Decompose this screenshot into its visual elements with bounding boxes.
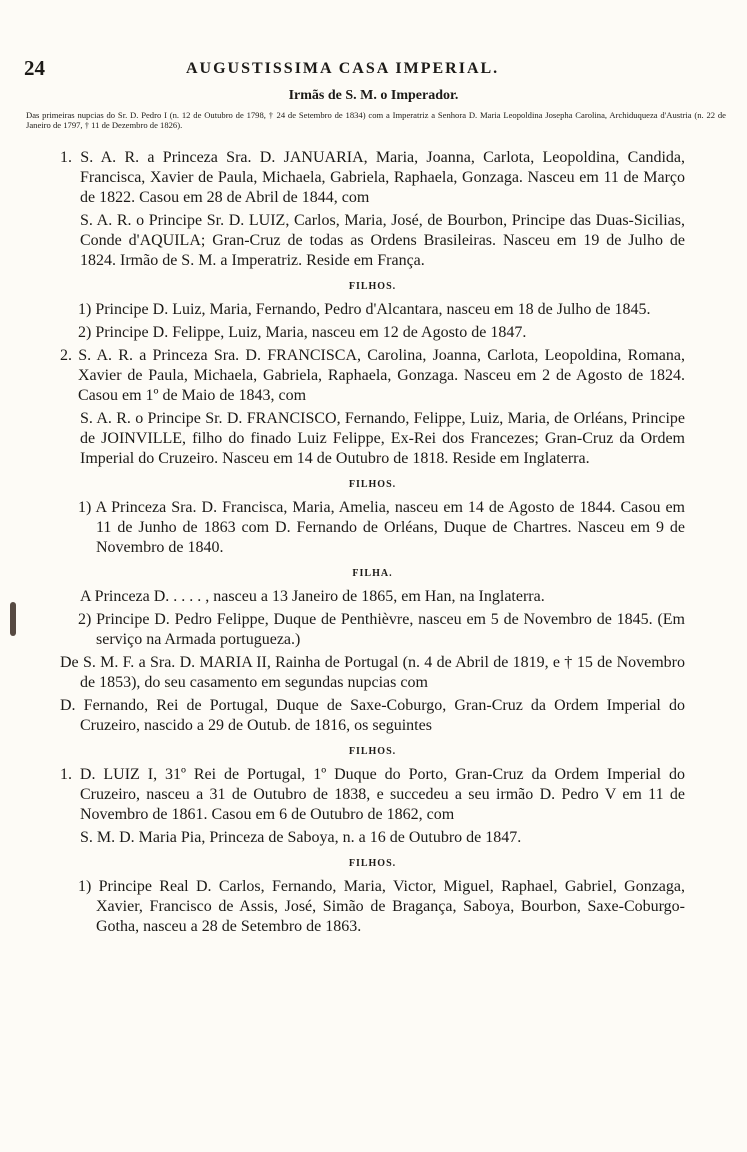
- entry-luiz-i: 1. D. LUIZ I, 31º Rei de Portugal, 1º Duque do Porto, Gran-Cruz da Ordem Imperial do Cruzeiro, nasceu a 31 de Outubro de 1838, e succedeu a seu irmão D. Pedro V em 11 de Novembro de 1861. Casou em 6 de Outubro de 1862, com: [60, 766, 685, 823]
- genealogy-note: Das primeiras nupcias do Sr. D. Pedro I (n. 12 de Outubro de 1798, † 24 de Setembro de 1834) com a Imperatriz a Senhora D. Maria Leopoldina Josepha Carolina, Archiduqueza d'Austria (n. 22 de Janeiro de 1797, † 11 de Dezembro de 1826).: [26, 110, 726, 130]
- entry-maria-pia: S. M. D. Maria Pia, Princeza de Saboya, n. a 16 de Outubro de 1847.: [80, 829, 522, 846]
- entry-francisco-joinville: S. A. R. o Principe Sr. D. FRANCISCO, Fernando, Felippe, Luiz, Maria, de Orléans, Principe de JOINVILLE, filho do finado Luiz Felippe, Ex-Rei dos Francezes; Gran-Cruz da Ordem Imperial do Cruzeiro. Nasceu em 14 de Outubro de 1818. Reside em Inglaterra.: [80, 410, 685, 467]
- page-number: 24: [24, 56, 45, 80]
- entry-fernando: D. Fernando, Rei de Portugal, Duque de Saxe-Coburgo, Gran-Cruz da Ordem Imperial do Cruzeiro, nascido a 29 de Outub. de 1816, os seguintes: [60, 697, 685, 734]
- caption-filhos: FILHOS.: [348, 746, 397, 757]
- running-title: AUGUSTISSIMA CASA IMPERIAL.: [186, 60, 500, 77]
- body-text: [60, 148, 685, 940]
- entry-francisca: 2. S. A. R. a Princeza Sra. D. FRANCISCA, Carolina, Joanna, Carlota, Leopoldina, Romana, Xavier de Paula, Michaela, Gabriela, Raphaela, Gonzaga. Nasceu em 2 de Agosto de 1824. Casou em 1º de Maio de 1843, com: [60, 347, 685, 404]
- child-luiz: 1) Principe D. Luiz, Maria, Fernando, Pedro d'Alcantara, nasceu em 18 de Julho de 1845.: [78, 301, 651, 318]
- child-felippe: 2) Principe D. Felippe, Luiz, Maria, nasceu em 12 de Agosto de 1847.: [78, 324, 527, 341]
- grandchild-princeza: A Princeza D. . . . . , nasceu a 13 Janeiro de 1865, em Han, na Inglaterra.: [80, 588, 545, 605]
- caption-filha: FILHA.: [352, 568, 393, 579]
- page-header: [24, 56, 724, 84]
- caption-filhos: FILHOS.: [348, 858, 397, 869]
- section-subtitle: Irmãs de S. M. o Imperador.: [288, 88, 459, 103]
- ink-mark: [10, 602, 16, 636]
- entry-maria-ii: De S. M. F. a Sra. D. MARIA II, Rainha de Portugal (n. 4 de Abril de 1819, e † 15 de Novembro de 1853), do seu casamento em segundas nupcias com: [60, 654, 685, 691]
- caption-filhos: FILHOS.: [348, 479, 397, 490]
- caption-filhos: FILHOS.: [348, 281, 397, 292]
- entry-januaria: 1. S. A. R. a Princeza Sra. D. JANUARIA, Maria, Joanna, Carlota, Leopoldina, Candida, Francisca, Xavier de Paula, Michaela, Gabriela, Raphaela, Gonzaga. Nasceu em 11 de Março de 1822. Casou em 28 de Abril de 1844, com: [60, 149, 685, 206]
- child-francisca: 1) A Princeza Sra. D. Francisca, Maria, Amelia, nasceu em 14 de Agosto de 1844. Casou em 11 de Junho de 1863 com D. Fernando de Orléans, Duque de Chartres. Nasceu em 9 de Novembro de 1840.: [78, 499, 685, 556]
- child-carlos: 1) Principe Real D. Carlos, Fernando, Maria, Victor, Miguel, Raphael, Gabriel, Gonzaga, Xavier, Francisco de Assis, José, Simão de Bragança, Saboya, Bourbon, Saxe-Coburgo-Gotha, nasceu a 28 de Setembro de 1863.: [78, 878, 685, 935]
- entry-luiz-aquila: S. A. R. o Principe Sr. D. LUIZ, Carlos, Maria, José, de Bourbon, Principe das Duas-Sicilias, Conde d'AQUILA; Gran-Cruz de todas as Ordens Brasileiras. Nasceu em 19 de Julho de 1824. Irmão de S. M. a Imperatriz. Reside em França.: [80, 212, 685, 269]
- child-pedro-felippe: 2) Principe D. Pedro Felippe, Duque de Penthièvre, nasceu em 5 de Novembro de 1845. (Em serviço na Armada portugueza.): [78, 611, 685, 648]
